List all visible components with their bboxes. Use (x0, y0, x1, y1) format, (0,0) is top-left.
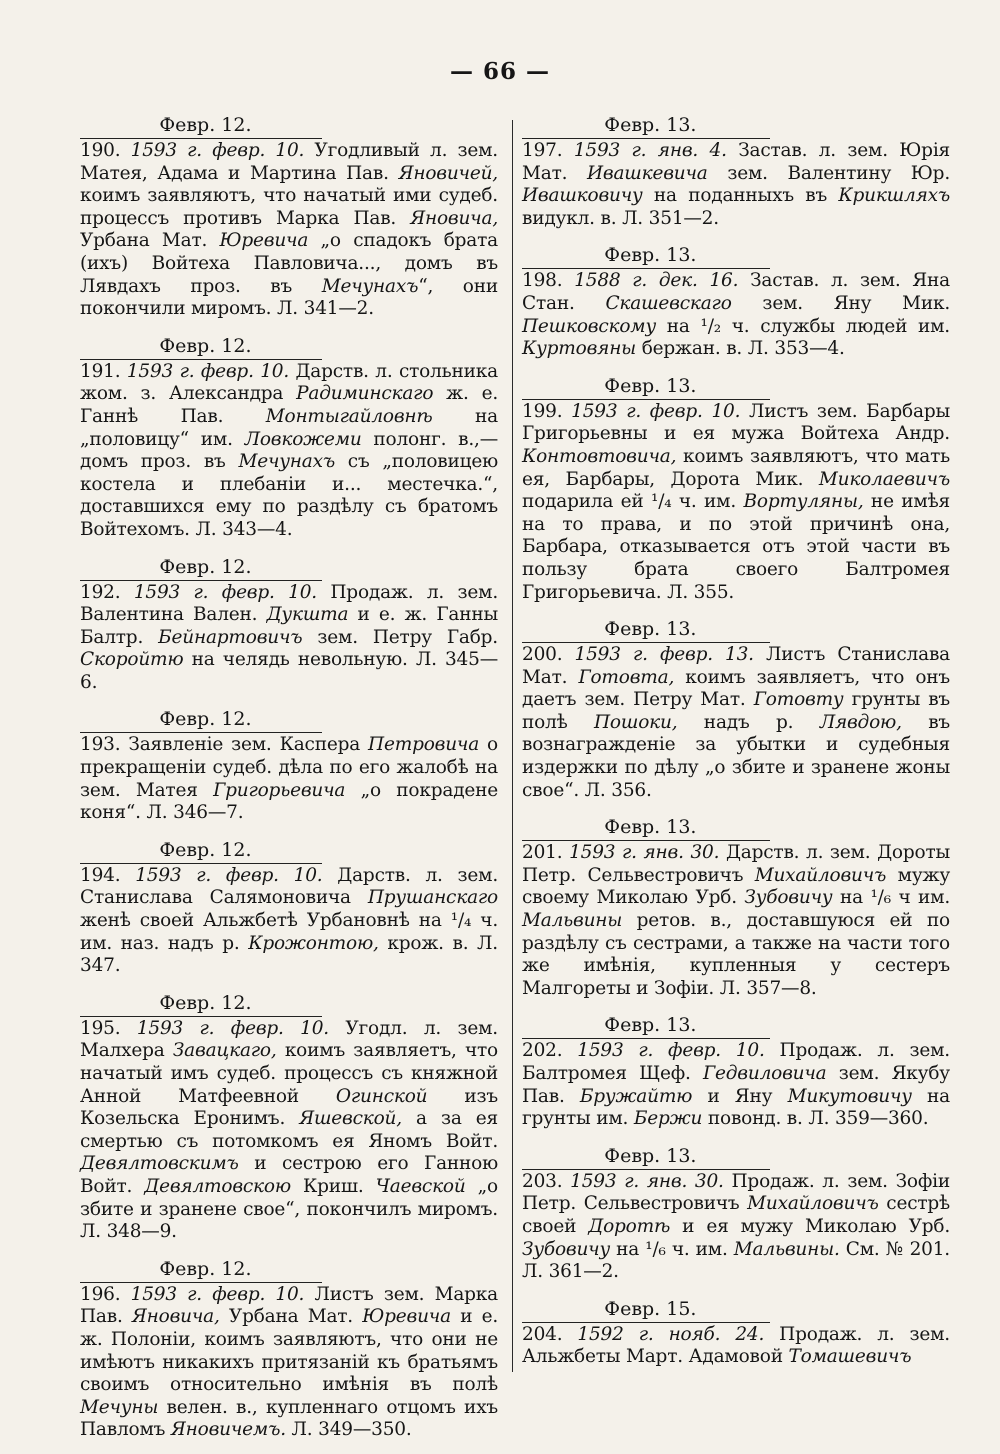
register-entry (522, 373, 950, 604)
entry-text-italic: Миколаевичъ (818, 468, 950, 490)
entry-text (522, 1171, 950, 1284)
entry-text-run: „о покрадене коня“. Л. 346—7. (80, 779, 499, 824)
entry-text-run: на челядь невольную. Л. 345—6. (80, 649, 498, 693)
entry-date: Февр. 13. (522, 814, 770, 841)
entry-text-italic: Гедвиловича (702, 1063, 827, 1084)
entry-text-italic: 1593 г. февр. 10. (130, 1283, 305, 1305)
entry-text-run: на ¹/₆ ч им. (832, 887, 951, 909)
entry-text-run: не имѣя на то права, и по этой причинѣ она, Барбара, отказывается отъ этой части въ пользу брата своего Балтромея Григорьевича. Л. 355. (522, 491, 950, 603)
entry-text-italic: Яновичемъ. (170, 1419, 286, 1441)
entry-text-italic: Готовта, (578, 666, 675, 688)
entry-text-italic: Юревича (362, 1306, 451, 1328)
entry-text-italic: Пошоки, (594, 711, 678, 733)
register-entry (80, 333, 498, 542)
entry-text-italic: Прушанскаго (367, 887, 498, 909)
entry-text-italic: Завацкаго, (172, 1040, 277, 1062)
entry-text-italic: 1593 г. февр. 10. (571, 400, 741, 422)
entry-text-run: „о збите и зранене свое“, покончилъ миромъ. Л. 348—9. (80, 1175, 498, 1243)
entry-text-italic: Зубовичу (522, 1238, 611, 1260)
entry-text-italic: Яновича, (410, 207, 498, 229)
entry-text-run: сестрѣ своей (522, 1193, 950, 1237)
entry-date: Февр. 12. (80, 837, 322, 864)
entry-text-run: Дарств. л. зем. Дороты Петр. Сельвестровичъ (522, 842, 950, 886)
entry-text-italic: Пешковскому (522, 315, 656, 337)
entry-text-italic: 1593 г. янв. 30. (570, 1170, 724, 1192)
entry-text-italic: Михайловичъ (747, 1193, 879, 1215)
entry-text-italic: Мечуны (80, 1396, 159, 1418)
register-entry (522, 112, 950, 230)
entry-text-run: Листъ зем. Барбары Григорьевны и ея мужа Войтеха Андр. (522, 400, 950, 445)
entry-text-run: 197. (522, 140, 574, 161)
entry-date: Февр. 13. (522, 1143, 770, 1170)
entry-text-italic: 1593 г. февр. 10. (135, 864, 323, 886)
entry-date: Февр. 13. (522, 112, 770, 139)
entry-text-run: 202. (522, 1040, 578, 1062)
entry-text-italic: 1593 г. февр. 10. (136, 1017, 329, 1039)
entry-text-italic: Михайловичъ (754, 864, 887, 886)
entry-text-run: надъ р. (677, 711, 820, 733)
entry-text-italic: Контовтовича, (522, 445, 677, 467)
entry-text-italic: Бержи (633, 1108, 703, 1130)
entry-text-italic: 1593 г. февр. 10. (133, 581, 317, 603)
entry-text-run: 195. (80, 1017, 137, 1039)
entry-text-run: изъ Козельска Еронимъ. (80, 1085, 498, 1130)
entry-text-run: См. № 201. Л. 361—2. (522, 1238, 950, 1283)
entry-text (80, 582, 498, 695)
entry-text-run: и сестрою его Ганною Войт. (80, 1153, 498, 1197)
entry-text-run: зем. Петру Габр. (302, 626, 498, 648)
entry-text (80, 865, 498, 978)
entry-text-run: Листъ Станислава Мат. (522, 644, 950, 688)
entry-text-run: зем. Валентину Юр. (707, 162, 951, 184)
entry-text (80, 140, 498, 321)
entry-text-run: полонг. в.,—домъ проз. въ (80, 428, 498, 473)
entry-text-italic: Лявдою, (819, 711, 902, 733)
entry-text-run: грунты въ полѣ (522, 689, 951, 733)
entry-text-italic: Ловкожеми (244, 428, 362, 450)
entry-text-italic: Вортуляны, (743, 491, 864, 513)
entry-date: Февр. 12. (80, 1256, 322, 1283)
entry-text-italic: 1593 г. февр. 10. (126, 360, 290, 382)
entry-text-italic: Радиминскаго (296, 383, 434, 405)
register-entry (522, 616, 950, 802)
entry-text-run: 201. (522, 842, 570, 864)
entry-text (522, 1040, 950, 1130)
entry-text-italic: Мальвины. (733, 1238, 840, 1260)
entry-text-run: зем. Яну Мик. (731, 292, 951, 314)
entry-text-run: 193. Заявленіе зем. Каспера (80, 734, 369, 756)
entry-text (80, 1018, 498, 1244)
entry-text-run: о прекращеніи судеб. дѣла по его жалобѣ на зем. Матея (80, 734, 498, 801)
entry-text-run: 199. (522, 400, 572, 422)
entry-text (80, 734, 498, 824)
entry-text-run: Листъ зем. Марка Пав. (80, 1283, 498, 1328)
entry-text-run: и е. ж. Ганны Балтр. (80, 604, 498, 648)
entry-text-italic: Огинской (335, 1085, 428, 1107)
entry-text-italic: 1593 г. февр. 10. (577, 1040, 765, 1062)
register-entry (80, 706, 498, 824)
entry-text-run: коимъ заявляетъ, что начатый имъ судеб. процессъ съ княжной Анной Матфеевной (80, 1040, 498, 1107)
entry-text-italic: Ивашкевича (586, 162, 708, 184)
entry-text-run: коимъ заявляетъ, что онъ даетъ зем. Петру Мат. (522, 666, 950, 711)
entry-text-run: 191. (80, 360, 127, 382)
entry-text-run: Урбана Мат. (219, 1306, 363, 1328)
entry-text-run: Застав. л. зем. Юрія Мат. (522, 140, 951, 184)
entry-text-run: а за ея смертью съ потомкомъ ея Яномъ Войт. (80, 1108, 498, 1152)
entry-text-run: подарила ей ¹/₄ ч. им. (522, 491, 744, 513)
entry-text-run: крож. в. Л. 347. (80, 932, 498, 977)
entry-text-run: повонд. в. Л. 359—360. (702, 1108, 929, 1130)
right-column (522, 112, 950, 1381)
entry-text-run: велен. в., купленнаго отцомъ ихъ Павломъ (80, 1396, 498, 1441)
entry-date: Февр. 12. (80, 990, 322, 1017)
entry-text-italic: Дукшта (266, 604, 349, 626)
entry-text-italic: Девялтовскимъ (80, 1153, 239, 1175)
entry-text-run: Застав. л. зем. Яна Стан. (522, 270, 950, 314)
entry-text-italic: Куртовяны (522, 338, 637, 360)
entry-text-run: ж. е. Ганнѣ Пав. (80, 383, 498, 427)
entry-text (522, 401, 950, 604)
entry-text-italic: Мечунахъ (321, 275, 419, 297)
entry-text-italic: Мечунахъ (238, 451, 335, 473)
register-entry (522, 1012, 950, 1130)
register-entry (522, 242, 950, 360)
entry-text-run: и е. ж. Полоніи, коимъ заявляютъ, что они не имѣютъ никакихъ притязаній къ братьямъ своимъ относительно имѣнія въ полѣ (80, 1306, 499, 1396)
entry-text-run: на ¹/₆ ч. им. (610, 1238, 734, 1260)
entry-text-italic: Яновичей, (398, 162, 498, 184)
entry-text-italic: Скашевскаго (605, 292, 732, 314)
entry-text-italic: Бружайтю (579, 1085, 693, 1107)
entry-text-italic: Микутовичу (787, 1085, 912, 1107)
entry-text-run: зем. Якубу Пав. (522, 1063, 950, 1107)
register-entry (522, 1143, 950, 1284)
entry-text-italic: Крожонтою, (248, 932, 379, 954)
entry-text-run: Продаж. л. зем. Балтромея Щеф. (522, 1040, 950, 1084)
entry-date: Февр. 15. (522, 1296, 770, 1323)
entry-text-run: и ея мужу Миколаю Урб. (670, 1215, 951, 1237)
entry-text-italic: Чаевской (375, 1175, 466, 1197)
entry-text-run: Угодливый л. зем. Матея, Адама и Мартина Пав. (80, 140, 498, 184)
register-entry (80, 554, 498, 695)
entry-text-italic: 1593 г. янв. 4. (573, 140, 727, 161)
entry-text-italic: Яшевской, (299, 1108, 402, 1130)
entry-text-run: 194. (80, 864, 136, 886)
entry-text-run: коимъ заявляютъ, что начатый ими судеб. процессъ противъ Марка Пав. (80, 185, 498, 229)
entry-text-run: и Яну (692, 1085, 788, 1107)
entry-date: Февр. 13. (522, 616, 770, 643)
entry-text (522, 270, 950, 360)
entry-text (522, 842, 950, 1000)
entry-date: Февр. 13. (522, 373, 770, 400)
entry-text-italic: Петровича (368, 734, 480, 756)
register-entry (80, 990, 498, 1244)
entry-text-run: Криш. (290, 1175, 376, 1197)
entry-text (522, 1324, 950, 1369)
entry-text-italic: 1588 г. дек. 16. (574, 270, 739, 292)
entry-date: Февр. 12. (80, 112, 322, 139)
entry-text-run: въ вознагражденіе за убытки и судебныя издержки по дѣлу „о збите и зранене жоны свое“. Л. 356. (522, 711, 951, 801)
entry-date: Февр. 12. (80, 554, 322, 581)
entry-text-run: Угодл. л. зем. Малхера (80, 1017, 498, 1062)
entry-text-italic: 1593 г. февр. 10. (130, 140, 305, 161)
entry-text-run: Продаж. л. зем. Альжбеты Март. Адамовой (522, 1323, 950, 1368)
register-entry (80, 837, 498, 978)
entry-text-italic: Монтыгайловнѣ (265, 405, 433, 427)
entry-text-italic: Крикшляхъ (838, 185, 950, 207)
entry-text-italic: Юревича (219, 230, 309, 252)
entry-date: Февр. 12. (80, 706, 322, 733)
entry-text-run: Продаж. л. зем. Валентина Вален. (80, 581, 498, 626)
register-entry (522, 1296, 950, 1369)
entry-text-italic: Бейнартовичъ (158, 626, 303, 648)
entry-text-run: мужу своему Миколаю Урб. (522, 864, 951, 909)
entry-text-run: 198. (522, 270, 575, 292)
entry-text-italic: Яновича, (131, 1306, 220, 1328)
register-entry (80, 1256, 498, 1442)
entry-text-run: Дарств. л. зем. Станислава Салямоновича (80, 864, 498, 909)
entry-date: Февр. 13. (522, 242, 770, 269)
entry-text-run: 200. (522, 644, 575, 666)
entry-text-run: „о спадокъ брата (ихъ) Войтеха Павловича..., домъ въ Лявдахъ проз. въ (80, 230, 498, 297)
entry-date: Февр. 12. (80, 333, 322, 360)
entry-text-run: на поданныхъ въ (642, 185, 839, 207)
entry-text-italic: Ивашковичу (522, 185, 643, 207)
entry-text-run: Урбана Мат. (80, 230, 220, 252)
entry-text-italic: Доротѣ (588, 1215, 671, 1237)
register-entry (522, 814, 950, 1000)
entry-text-run: видукл. в. Л. 351—2. (522, 207, 719, 229)
entry-text-italic: 1593 г. февр. 13. (574, 644, 754, 666)
entry-text-run: на грунты им. (522, 1085, 950, 1130)
entry-date: Февр. 13. (522, 1012, 770, 1039)
entry-text-run: 192. (80, 581, 134, 603)
entry-text-italic: Зубовичу (744, 887, 833, 909)
register-entry (80, 112, 498, 321)
entry-text-run: бержан. в. Л. 353—4. (636, 338, 845, 360)
entry-text-italic: Скоройтю (80, 649, 184, 671)
entry-text-run: женѣ своей Альжбетѣ Урбановнѣ на ¹/₄ ч. им. наз. надъ р. (80, 910, 498, 954)
entry-text-run: 204. (522, 1323, 578, 1345)
entry-text-run: на „половицу“ им. (80, 405, 498, 450)
entry-text-run: Л. 349—350. (285, 1419, 412, 1441)
entry-text-run: 190. (80, 140, 131, 161)
entry-text-italic: Мальвины (522, 910, 623, 932)
entry-text-italic: Девялтовскою (144, 1175, 291, 1197)
entry-text-italic: Томашевичъ (788, 1346, 912, 1368)
entry-text-italic: Готовту (753, 689, 844, 711)
entry-text-run: 203. (522, 1170, 571, 1192)
column-divider (512, 120, 513, 1372)
entry-text (80, 1284, 498, 1442)
entry-text-italic: 1593 г. янв. 30. (569, 842, 720, 864)
entry-text-italic: 1592 г. нояб. 24. (577, 1323, 765, 1345)
left-column (80, 112, 498, 1454)
entry-text-run: “, они покончили миромъ. Л. 341—2. (80, 275, 499, 320)
entry-text-run: ретов. в., доставшуюся ей по раздѣлу съ сестрами, а также на части того же имѣнія, купленныя у сестеръ Малгореты и Зофіи. Л. 357—8. (522, 910, 950, 999)
page-number: — 66 — (449, 58, 551, 85)
entry-text (80, 361, 498, 542)
entry-text-italic: Григорьевича (213, 779, 346, 801)
entry-text (522, 644, 950, 802)
entry-text-run: 196. (80, 1283, 131, 1305)
entry-text (522, 140, 950, 230)
entry-text-run: Дарств. л. стольника жом. з. Александра (80, 360, 498, 405)
entry-text-run: Продаж. л. зем. Зофіи Петр. Сельвестровичъ (522, 1170, 950, 1215)
entry-text-run: коимъ заявляютъ, что мать ея, Барбары, Дорота Мик. (522, 445, 950, 490)
entry-text-run: на ¹/₂ ч. службы людей им. (655, 315, 950, 337)
entry-text-run: съ „половицею костела и плебаніи и... местечка.“, доставшихся ему по раздѣлу съ братомъ Войтехомъ. Л. 343—4. (80, 451, 499, 540)
